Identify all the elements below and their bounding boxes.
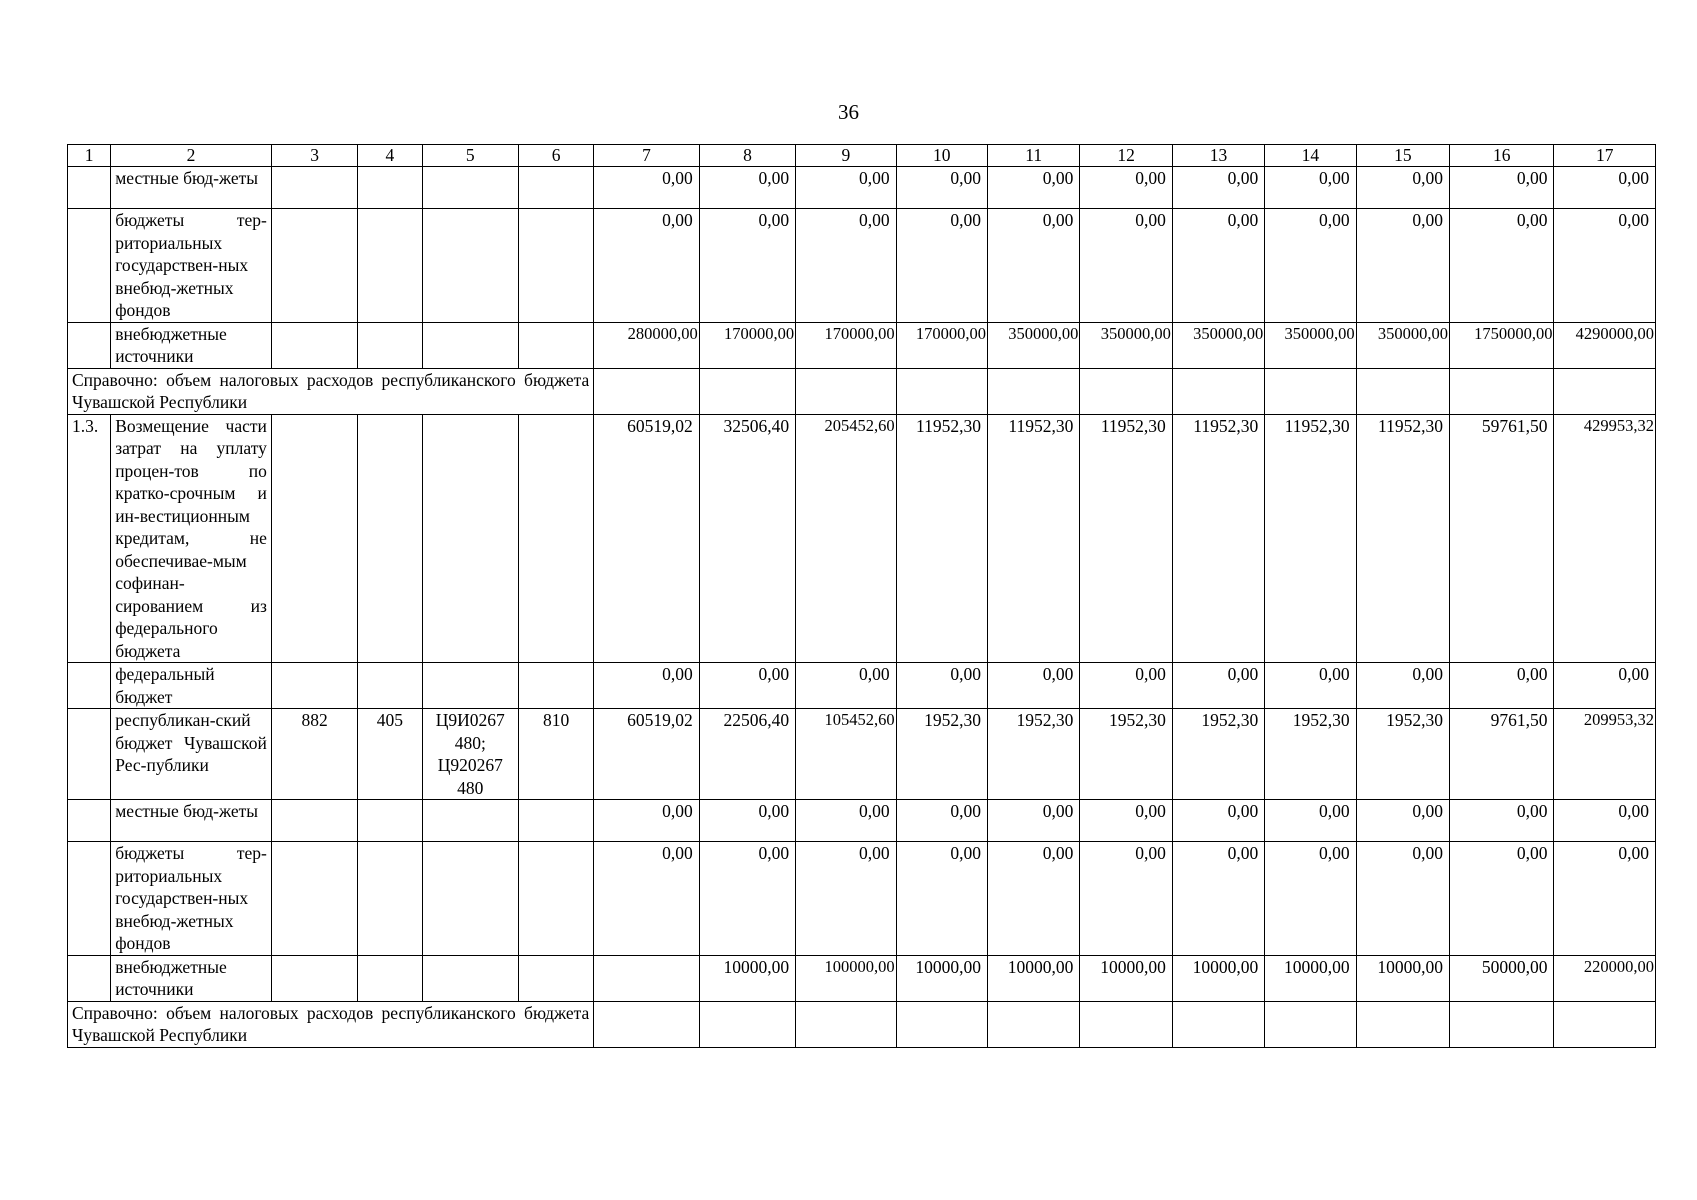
value-cell — [1080, 368, 1172, 414]
value-cell: 50000,00 — [1450, 955, 1554, 1001]
value-cell: 1952,30 — [1172, 709, 1264, 800]
value-cell — [796, 1001, 896, 1047]
header-cell: 3 — [271, 145, 357, 167]
value-cell — [1172, 1001, 1264, 1047]
table-row — [68, 955, 1656, 1001]
value-cell — [1356, 368, 1449, 414]
value-cell — [1356, 1001, 1449, 1047]
value-cell — [896, 1001, 987, 1047]
value-cell — [1554, 1001, 1656, 1047]
value-cell: 10000,00 — [1080, 955, 1172, 1001]
header-cell: 4 — [358, 145, 422, 167]
value-cell: 22506,40 — [699, 709, 795, 800]
value-cell: 0,00 — [796, 209, 896, 323]
row-label: местные бюд-жеты — [111, 800, 272, 842]
value-cell: 0,00 — [1450, 209, 1554, 323]
table-row — [68, 209, 1656, 323]
value-cell: 0,00 — [594, 167, 699, 209]
header-row — [68, 145, 1656, 167]
header-cell: 11 — [988, 145, 1080, 167]
value-cell — [1080, 1001, 1172, 1047]
row-label: федеральный бюджет — [111, 663, 272, 709]
value-cell: 0,00 — [1172, 663, 1264, 709]
code-cell: 810 — [518, 709, 593, 800]
value-cell: 105452,60 — [796, 709, 896, 800]
value-cell: 0,00 — [796, 167, 896, 209]
code-cell — [422, 322, 518, 368]
code-cell — [422, 209, 518, 323]
code-cell — [518, 842, 593, 956]
value-cell: 10000,00 — [1172, 955, 1264, 1001]
reference-note: Справочно: объем налоговых расходов республиканского бюджета Чувашской Республики — [68, 368, 594, 414]
value-cell: 350000,00 — [988, 322, 1080, 368]
value-cell — [594, 368, 699, 414]
value-cell: 0,00 — [1450, 663, 1554, 709]
value-cell: 0,00 — [1554, 800, 1656, 842]
value-cell: 0,00 — [1554, 167, 1656, 209]
value-cell: 350000,00 — [1172, 322, 1264, 368]
code-cell — [422, 167, 518, 209]
value-cell: 9761,50 — [1450, 709, 1554, 800]
code-cell — [422, 955, 518, 1001]
value-cell: 0,00 — [796, 800, 896, 842]
budget-table — [67, 144, 1656, 1048]
header-cell: 16 — [1450, 145, 1554, 167]
value-cell: 0,00 — [699, 663, 795, 709]
value-cell — [594, 955, 699, 1001]
value-cell: 10000,00 — [988, 955, 1080, 1001]
header-cell: 1 — [68, 145, 111, 167]
code-cell — [358, 663, 422, 709]
header-cell: 2 — [111, 145, 272, 167]
value-cell: 350000,00 — [1265, 322, 1356, 368]
value-cell: 11952,30 — [988, 414, 1080, 663]
table-row — [68, 842, 1656, 956]
value-cell: 0,00 — [1356, 167, 1449, 209]
header-cell: 6 — [518, 145, 593, 167]
code-cell — [271, 167, 357, 209]
value-cell: 0,00 — [988, 663, 1080, 709]
value-cell — [896, 368, 987, 414]
code-cell — [422, 414, 518, 663]
value-cell — [1265, 1001, 1356, 1047]
row-label: местные бюд-жеты — [111, 167, 272, 209]
code-cell — [518, 955, 593, 1001]
code-cell — [271, 322, 357, 368]
value-cell: 10000,00 — [1265, 955, 1356, 1001]
value-cell: 280000,00 — [594, 322, 699, 368]
header-cell: 5 — [422, 145, 518, 167]
value-cell: 170000,00 — [896, 322, 987, 368]
value-cell — [1265, 368, 1356, 414]
value-cell: 0,00 — [699, 209, 795, 323]
code-cell — [271, 842, 357, 956]
value-cell: 220000,00 — [1554, 955, 1656, 1001]
header-cell: 7 — [594, 145, 699, 167]
code-cell — [518, 167, 593, 209]
value-cell — [699, 368, 795, 414]
code-cell — [271, 209, 357, 323]
code-cell: 882 — [271, 709, 357, 800]
row-number — [68, 955, 111, 1001]
code-cell — [271, 955, 357, 1001]
value-cell: 11952,30 — [1356, 414, 1449, 663]
header-cell: 12 — [1080, 145, 1172, 167]
row-label: Возмещение части затрат на уплату процен-тов по кратко-срочным и ин-вестиционным кредитам, не обеспечивае-мым софинан-сированием из федерального бюджета — [111, 414, 272, 663]
value-cell: 0,00 — [1172, 842, 1264, 956]
row-number — [68, 167, 111, 209]
value-cell: 0,00 — [1265, 209, 1356, 323]
value-cell: 0,00 — [1356, 663, 1449, 709]
code-cell: 405 — [358, 709, 422, 800]
code-cell — [518, 322, 593, 368]
table-row — [68, 167, 1656, 209]
value-cell: 0,00 — [1265, 167, 1356, 209]
row-number — [68, 209, 111, 323]
header-cell: 10 — [896, 145, 987, 167]
page-number: 36 — [838, 100, 859, 124]
code-cell — [271, 663, 357, 709]
code-cell — [271, 414, 357, 663]
value-cell: 350000,00 — [1080, 322, 1172, 368]
value-cell: 10000,00 — [699, 955, 795, 1001]
code-cell: Ц9И0267 480; Ц920267 480 — [422, 709, 518, 800]
value-cell: 11952,30 — [1080, 414, 1172, 663]
row-label: внебюджетные источники — [111, 955, 272, 1001]
value-cell: 0,00 — [1356, 800, 1449, 842]
value-cell: 0,00 — [699, 800, 795, 842]
value-cell — [699, 1001, 795, 1047]
reference-row — [68, 368, 1656, 414]
table-row — [68, 414, 1656, 663]
value-cell: 0,00 — [1080, 209, 1172, 323]
value-cell: 0,00 — [896, 209, 987, 323]
reference-row — [68, 1001, 1656, 1047]
code-cell — [358, 414, 422, 663]
value-cell: 32506,40 — [699, 414, 795, 663]
code-cell — [358, 842, 422, 956]
row-number — [68, 663, 111, 709]
table-row — [68, 709, 1656, 800]
row-label: бюджеты тер-риториальных государствен-ных внебюд-жетных фондов — [111, 209, 272, 323]
value-cell: 0,00 — [988, 167, 1080, 209]
row-label: республикан-ский бюджет Чувашской Рес-публики — [111, 709, 272, 800]
code-cell — [358, 209, 422, 323]
value-cell: 0,00 — [1265, 663, 1356, 709]
value-cell: 0,00 — [1450, 842, 1554, 956]
row-number — [68, 800, 111, 842]
value-cell: 170000,00 — [796, 322, 896, 368]
table-row — [68, 322, 1656, 368]
row-number: 1.3. — [68, 414, 111, 663]
value-cell: 10000,00 — [1356, 955, 1449, 1001]
value-cell: 0,00 — [896, 842, 987, 956]
value-cell: 0,00 — [1450, 167, 1554, 209]
code-cell — [271, 800, 357, 842]
code-cell — [422, 663, 518, 709]
value-cell: 0,00 — [896, 663, 987, 709]
value-cell: 60519,02 — [594, 414, 699, 663]
header-cell: 17 — [1554, 145, 1656, 167]
row-label: внебюджетные источники — [111, 322, 272, 368]
value-cell: 1952,30 — [896, 709, 987, 800]
code-cell — [358, 955, 422, 1001]
value-cell — [1554, 368, 1656, 414]
value-cell: 0,00 — [1172, 167, 1264, 209]
value-cell: 60519,02 — [594, 709, 699, 800]
value-cell: 1952,30 — [1356, 709, 1449, 800]
value-cell: 0,00 — [988, 209, 1080, 323]
value-cell — [988, 1001, 1080, 1047]
value-cell: 429953,32 — [1554, 414, 1656, 663]
reference-note: Справочно: объем налоговых расходов республиканского бюджета Чувашской Республики — [68, 1001, 594, 1047]
header-cell: 14 — [1265, 145, 1356, 167]
row-number — [68, 709, 111, 800]
value-cell: 11952,30 — [1172, 414, 1264, 663]
value-cell: 0,00 — [1554, 663, 1656, 709]
value-cell: 0,00 — [699, 167, 795, 209]
value-cell: 11952,30 — [1265, 414, 1356, 663]
value-cell: 0,00 — [1172, 800, 1264, 842]
value-cell: 0,00 — [699, 842, 795, 956]
value-cell: 205452,60 — [796, 414, 896, 663]
code-cell — [358, 800, 422, 842]
value-cell: 1952,30 — [988, 709, 1080, 800]
row-number — [68, 322, 111, 368]
header-cell: 13 — [1172, 145, 1264, 167]
value-cell: 1952,30 — [1265, 709, 1356, 800]
value-cell: 4290000,00 — [1554, 322, 1656, 368]
code-cell — [518, 800, 593, 842]
value-cell: 0,00 — [988, 842, 1080, 956]
value-cell: 0,00 — [988, 800, 1080, 842]
code-cell — [358, 167, 422, 209]
value-cell — [796, 368, 896, 414]
value-cell: 0,00 — [896, 800, 987, 842]
value-cell: 0,00 — [1265, 800, 1356, 842]
code-cell — [518, 663, 593, 709]
value-cell: 350000,00 — [1356, 322, 1449, 368]
value-cell: 0,00 — [1554, 842, 1656, 956]
value-cell: 0,00 — [896, 167, 987, 209]
value-cell: 0,00 — [594, 800, 699, 842]
value-cell: 11952,30 — [896, 414, 987, 663]
value-cell — [1450, 1001, 1554, 1047]
value-cell: 0,00 — [1080, 663, 1172, 709]
code-cell — [518, 414, 593, 663]
row-number — [68, 842, 111, 956]
value-cell: 0,00 — [796, 842, 896, 956]
value-cell: 0,00 — [1356, 842, 1449, 956]
value-cell: 0,00 — [594, 663, 699, 709]
value-cell — [988, 368, 1080, 414]
value-cell: 1750000,00 — [1450, 322, 1554, 368]
table-row — [68, 663, 1656, 709]
value-cell — [594, 1001, 699, 1047]
code-cell — [422, 842, 518, 956]
value-cell — [1450, 368, 1554, 414]
value-cell: 0,00 — [594, 842, 699, 956]
header-cell: 9 — [796, 145, 896, 167]
value-cell: 1952,30 — [1080, 709, 1172, 800]
value-cell: 0,00 — [1172, 209, 1264, 323]
code-cell — [358, 322, 422, 368]
table-row — [68, 800, 1656, 842]
value-cell: 209953,32 — [1554, 709, 1656, 800]
code-cell — [518, 209, 593, 323]
code-cell — [422, 800, 518, 842]
row-label: бюджеты тер-риториальных государствен-ных внебюд-жетных фондов — [111, 842, 272, 956]
value-cell: 100000,00 — [796, 955, 896, 1001]
value-cell: 0,00 — [1265, 842, 1356, 956]
value-cell: 0,00 — [1080, 842, 1172, 956]
header-cell: 8 — [699, 145, 795, 167]
value-cell: 0,00 — [796, 663, 896, 709]
value-cell — [1172, 368, 1264, 414]
value-cell: 0,00 — [594, 209, 699, 323]
value-cell: 59761,50 — [1450, 414, 1554, 663]
value-cell: 170000,00 — [699, 322, 795, 368]
value-cell: 0,00 — [1080, 167, 1172, 209]
value-cell: 0,00 — [1450, 800, 1554, 842]
value-cell: 0,00 — [1356, 209, 1449, 323]
value-cell: 10000,00 — [896, 955, 987, 1001]
value-cell: 0,00 — [1080, 800, 1172, 842]
header-cell: 15 — [1356, 145, 1449, 167]
value-cell: 0,00 — [1554, 209, 1656, 323]
